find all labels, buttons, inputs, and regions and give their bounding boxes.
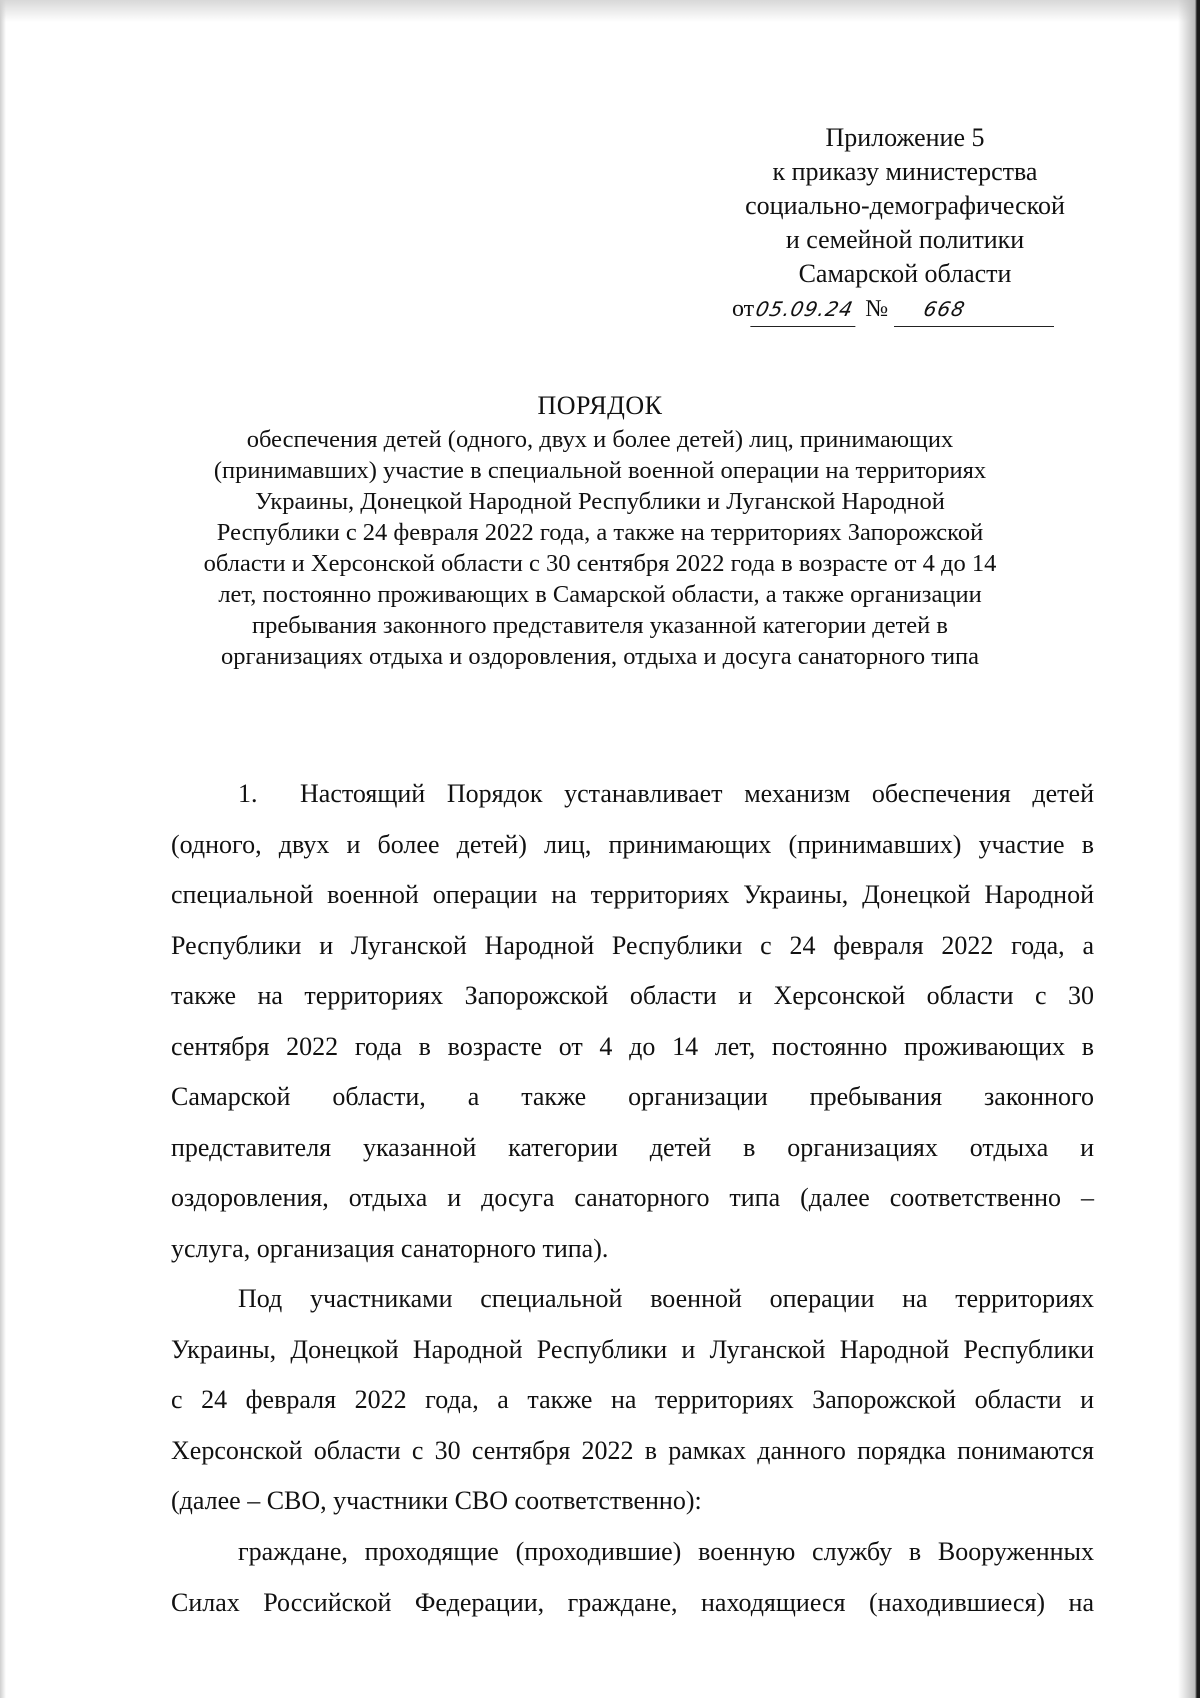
scan-left-edge <box>0 0 6 1698</box>
paragraph-line: Силах Российской Федерации, граждане, находящиеся (находившиеся) на <box>171 1587 1094 1617</box>
paragraph-line: 1. Настоящий Порядок устанавливает механизм обеспечения детей <box>171 769 1094 820</box>
subtitle-line: организациях отдыха и оздоровления, отдыха и досуга санаторного типа <box>220 643 980 670</box>
order-date-line <box>732 292 1092 327</box>
document-title: ПОРЯДОК <box>537 391 663 420</box>
subtitle-line: Республики с 24 февраля 2022 года, а также на территориях Запорожской <box>216 519 984 546</box>
handwritten-date: 05.09.24 <box>750 292 863 327</box>
subtitle-line: Украины, Донецкой Народной Республики и Луганской Народной <box>255 488 945 515</box>
paragraph-line: Херсонской области с 30 сентября 2022 в рамках данного порядка понимаются <box>171 1435 1094 1465</box>
appendix-header <box>720 121 1090 291</box>
appendix-line: Самарской области <box>798 259 1012 288</box>
paragraph-line: Республики и Луганской Народной Республики с 24 февраля 2022 года, а <box>171 930 1094 960</box>
paragraph-3 <box>171 1527 1094 1628</box>
paragraph-line: граждане, проходящие (проходившие) военную службу в Вооруженных <box>238 1537 1094 1566</box>
paragraph-line: (далее – СВО, участники СВО соответственно): <box>171 1486 702 1515</box>
subtitle-line: (принимавших) участие в специальной военной операции на территориях <box>213 457 987 484</box>
paragraph-2 <box>171 1274 1094 1527</box>
paragraph-line: услуга, организация санаторного типа). <box>171 1233 609 1263</box>
appendix-line: социально-демографической <box>745 191 1065 220</box>
paragraph-line: также на территориях Запорожской области и Херсонской области с 30 <box>171 981 1094 1010</box>
paragraph-line: представителя указанной категории детей в организациях отдыха и <box>171 1132 1094 1162</box>
paragraph-line: Украины, Донецкой Народной Республики и Луганской Народной Республики <box>171 1334 1094 1364</box>
subtitle-line: обеспечения детей (одного, двух и более детей) лиц, принимающих <box>246 426 954 453</box>
scan-top-edge <box>0 0 1200 22</box>
appendix-line: к приказу министерства <box>772 157 1038 186</box>
subtitle-line: лет, постоянно проживающих в Самарской области, а также организации <box>218 581 982 608</box>
paragraph-1 <box>171 769 1094 1274</box>
paragraph-line: Под участниками специальной военной операции на территориях <box>238 1284 1094 1313</box>
subtitle-line: области и Херсонской области с 30 сентября 2022 года в возрасте от 4 до 14 <box>203 550 997 577</box>
paragraph-line: с 24 февраля 2022 года, а также на территориях Запорожской области и <box>171 1385 1094 1414</box>
subtitle-line: пребывания законного представителя указанной категории детей в <box>252 612 948 639</box>
paragraph-line: сентября 2022 года в возрасте от 4 до 14 лет, постоянно проживающих в <box>171 1031 1094 1061</box>
handwritten-number: 668 <box>921 297 968 321</box>
paragraph-line: оздоровления, отдыха и досуга санаторного типа (далее соответственно – <box>171 1183 1094 1212</box>
date-prefix: от <box>732 296 755 322</box>
document-subtitle <box>180 424 1020 672</box>
paragraph-line: (одного, двух и более детей) лиц, принимающих (принимавших) участие в <box>171 829 1094 859</box>
appendix-line: и семейной политики <box>785 225 1025 254</box>
scan-right-edge <box>1178 0 1200 1698</box>
paragraph-line: специальной военной операции на территориях Украины, Донецкой Народной <box>171 880 1094 909</box>
paragraph-line: Самарской области, а также организации пребывания законного <box>171 1082 1094 1111</box>
number-label: № <box>865 296 889 322</box>
appendix-line: Приложение 5 <box>825 123 985 152</box>
paragraph-number: 1. <box>238 779 258 808</box>
